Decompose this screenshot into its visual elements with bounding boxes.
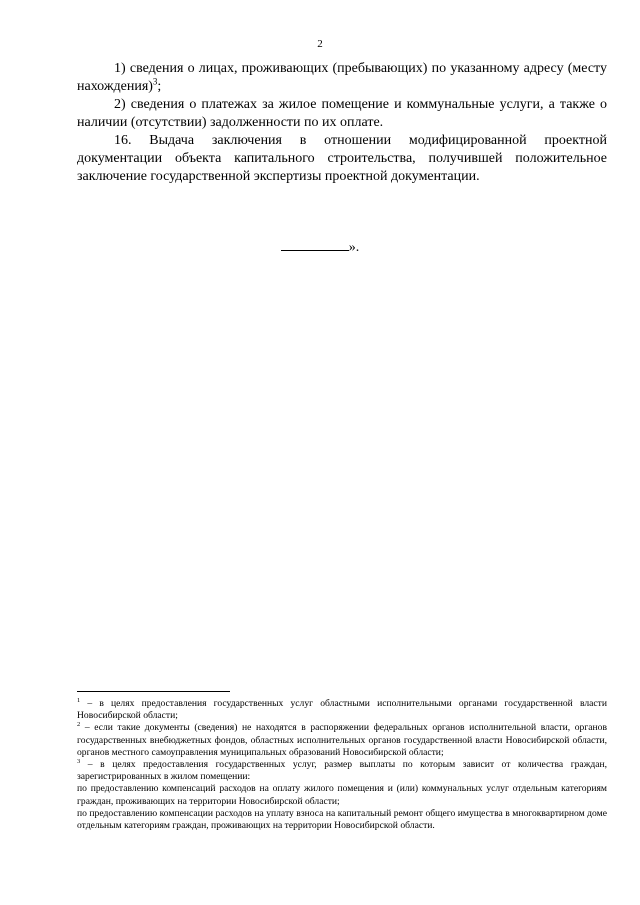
footnote-3-item-1 — [77, 783, 607, 807]
footnote-1 — [77, 698, 607, 722]
footnote-text: по предоставлению компенсаций расходов на оплату жилого помещения и (или) коммунальных услуг отдельным категориям граждан, проживающих на территории Новосибирской области; — [77, 783, 607, 807]
signature-blank — [281, 238, 349, 251]
footnote-ref: 3 — [152, 76, 158, 87]
closing-tail: ». — [348, 240, 360, 255]
list-item-text: 1) сведения о лицах, проживающих (пребывающих) по указанному адресу (месту нахождения) — [77, 61, 607, 94]
footnote-text: – в целях предоставления государственных услуг, размер выплаты по которым зависит от количества граждан, зарегистрированных в жилом помещении: — [77, 759, 607, 783]
footnotes — [77, 698, 607, 832]
list-item-info-payments — [77, 96, 607, 132]
list-item-text: 2) сведения о платежах за жилое помещение и коммунальные услуги, а также о наличии (отсутствии) задолженности по их оплате. — [77, 97, 607, 130]
footnote-3 — [77, 759, 607, 783]
list-item-service-16 — [77, 132, 607, 186]
footnote-text: по предоставлению компенсации расходов на уплату взноса на капитальный ремонт общего имущества в многоквартирном доме отдельным категориям граждан, проживающих на территории Новосибирской области. — [77, 807, 607, 832]
footnote-mark: 3 — [77, 757, 81, 765]
closing-line — [0, 238, 640, 257]
document-body — [77, 60, 607, 186]
footnote-3-item-2 — [77, 808, 607, 832]
list-item-tail: ; — [157, 79, 162, 94]
footnote-mark: 1 — [77, 696, 81, 704]
page-number: 2 — [317, 38, 323, 50]
footnote-2 — [77, 722, 607, 759]
list-item-text: 16. Выдача заключения в отношении модифицированной проектной документации объекта капитального строительства, получившей положительное заключение государственной экспертизы проектной документации. — [77, 133, 607, 184]
footnote-mark: 2 — [77, 721, 81, 729]
footnote-text: – если такие документы (сведения) не находятся в распоряжении федеральных органов исполнительной власти, органов государственных внебюджетных фондов, областных исполнительных органов государственной власти Новосибирской области, органов местного самоуправления муниципальных образований Новосибирской области; — [77, 722, 607, 758]
footnote-separator — [77, 691, 230, 692]
footnote-text: – в целях предоставления государственных услуг областными исполнительными органами государственной власти Новосибирской области; — [77, 698, 607, 722]
list-item-info-residents — [77, 60, 607, 96]
